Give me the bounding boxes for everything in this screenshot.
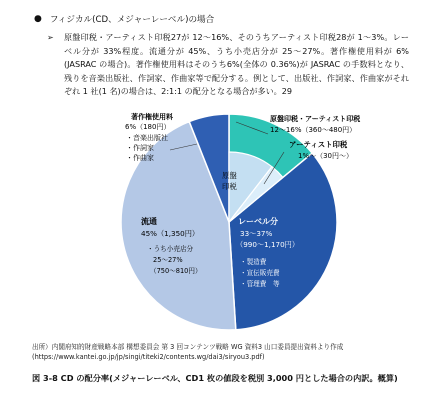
label-royalty-pct: 12～16%（360～480円） [270, 126, 357, 134]
source-line-1: 出所）内閣府知的財産戦略本部 構想委員会 第 3 回コンテンツ戦略 WG 資料3 山口委員提出資料より作成 [32, 343, 344, 351]
source-note [32, 342, 402, 362]
pie-chart-svg [0, 112, 428, 334]
label-label-amount: （990～1,170円） [236, 240, 300, 249]
section-heading [34, 13, 214, 25]
label-label-item-2: ・宣伝販売費 [240, 269, 280, 277]
section-heading-text: フィジカル(CD、メジャーレーベル)の場合 [49, 15, 215, 25]
label-copyright-item-3: ・作曲家 [126, 154, 154, 162]
label-copyright-title: 著作権使用料 [131, 113, 173, 121]
source-line-2: (https://www.kantei.go.jp/jp/singi/titeki2/contents.wg/dai3/siryou3.pdf) [32, 353, 265, 361]
label-dist-title: 流通 [141, 217, 157, 226]
arrow-bullet-icon: ➢ [47, 33, 54, 42]
bullet-icon: ● [34, 14, 42, 24]
label-artist-title: アーティスト印税 [289, 140, 348, 149]
body-paragraph-text: 原盤印税・アーティスト印税27が 12～16%、そのうちアーティスト印税28が 1～3%。レーベル分が 33%程度。流通分が 45%、うち小売店分が 25～27%。著作権使用料が 6%(JASRAC の場合)。著作権使用料はそのうち6%(全体の 0.36%)が JASRAC の手数料となり、残りを音楽出版社、作詞家、作曲家等で配分する。例として、出版社、作詞家、作曲家がそれぞれ 1 社(1 名)の場合は、2:1:1 の配分となる場合が多い。29 [64, 32, 409, 96]
label-royalty-title: 原盤印税・アーティスト印税 [270, 115, 361, 123]
label-copyright-item-2: ・作詞家 [126, 144, 154, 152]
pie-chart [0, 112, 428, 334]
label-master-2: 印税 [222, 182, 237, 191]
label-label-item-3: ・管理費 等 [240, 280, 280, 288]
body-paragraph [47, 31, 409, 99]
figure-caption: 図 3-8 CD の配分率(メジャーレーベル、CD1 枚の値段を税別 3,000 円とした場合の内訳。概算) [32, 373, 398, 383]
label-retail-2: 25～27% [153, 256, 183, 264]
label-copyright-pct: 6%（180円） [125, 123, 171, 131]
label-retail-1: ・うち小売店分 [147, 245, 194, 253]
label-label-item-1: ・製造費 [240, 258, 267, 266]
label-retail-3: （750～810円） [150, 267, 202, 275]
label-copyright-item-1: ・音楽出版社 [126, 134, 168, 142]
label-master-1: 原盤 [222, 171, 237, 180]
label-artist-pct: 1%～（30円～） [298, 152, 354, 160]
label-dist-pct: 45%（1,350円） [141, 229, 200, 238]
label-label-title: レーベル分 [238, 217, 278, 226]
label-label-pct: 33～37% [240, 229, 273, 238]
